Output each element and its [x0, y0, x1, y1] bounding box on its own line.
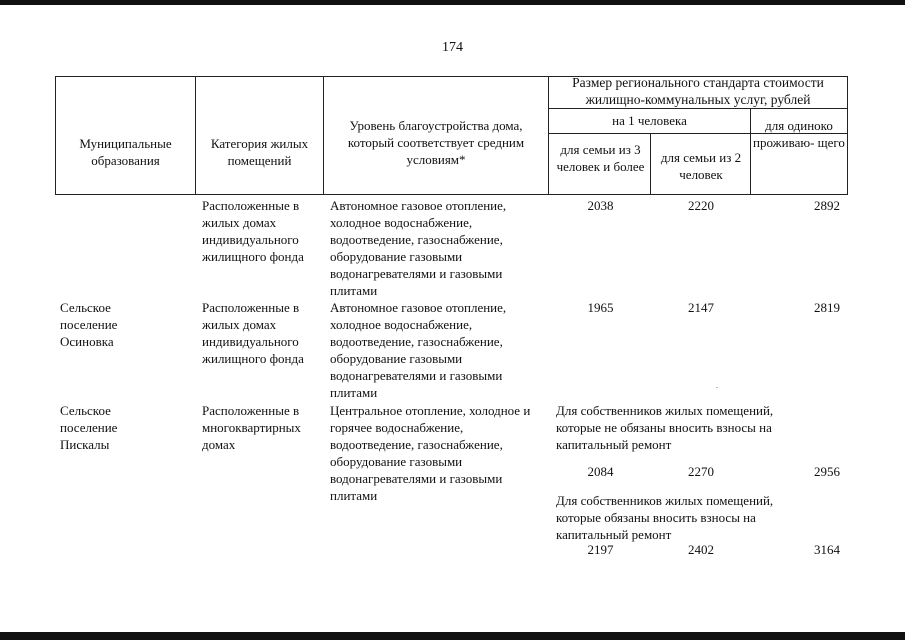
header-family-3: для семьи из 3 человек и более: [556, 142, 645, 174]
row1-single-value: 2892: [814, 198, 840, 213]
header-divider-2: [323, 76, 324, 195]
row2-single-value: 2819: [814, 300, 840, 315]
header-divider-4: [650, 133, 651, 195]
row2-family2-value: 2147: [688, 300, 714, 315]
page-number: 174: [442, 40, 463, 55]
row2-category: Расположенные в жилых домах индивидуального жилищного фонда: [202, 300, 304, 366]
header-family-2: для семьи из 2 человек: [660, 150, 742, 182]
row3-note-not-obliged: Для собственников жилых помещений, которые не обязаны вносить взносы на капитальный ремонт: [556, 403, 774, 452]
header-bottom-border: [55, 194, 847, 195]
header-standard-size: Размер регионального стандарта стоимости жилищно-коммунальных услуг, рублей: [572, 75, 824, 107]
header-divider-1: [195, 76, 196, 195]
header-category: Категория жилых помещений: [210, 136, 309, 168]
row3-level: Центральное отопление, холодное и горячее водоснабжение, водоотведение, газоснабжение, оборудование газовыми водонагревателями и газовыми плитами: [330, 403, 531, 503]
row3-obliged-family3-value: 2197: [587, 542, 614, 557]
scan-border-bottom: [0, 632, 905, 640]
row3-obliged-family2-value: 2402: [688, 542, 714, 557]
header-single: для одиноко проживаю- щего: [753, 118, 845, 150]
header-rule-standard: [548, 108, 847, 109]
row1-family3-value: 2038: [587, 198, 614, 213]
row3-obliged-single-value: 3164: [814, 542, 840, 557]
row3-not-obliged-single-value: 2956: [814, 464, 840, 479]
row3-note-obliged: Для собственников жилых помещений, которые обязаны вносить взносы на капитальный ремонт: [556, 493, 774, 542]
header-divider-5: [750, 108, 751, 195]
row1-level: Автономное газовое отопление, холодное водоснабжение, водоотведение, газоснабжение, оборудование газовыми водонагревателями и газовыми плитами: [330, 198, 507, 298]
row1-category: Расположенные в жилых домах индивидуального жилищного фонда: [202, 198, 304, 264]
header-divider-3: [548, 76, 549, 195]
row3-not-obliged-family2-value: 2270: [688, 464, 714, 479]
header-municipality: Муниципальные образования: [79, 136, 172, 168]
row3-municipality: Сельское поселение Пискалы: [60, 403, 118, 452]
row3-category: Расположенные в многоквартирных домах: [202, 403, 301, 452]
header-per-person: на 1 человека: [612, 113, 687, 128]
row1-family2-value: 2220: [688, 198, 714, 213]
row2-level: Автономное газовое отопление, холодное водоснабжение, водоотведение, газоснабжение, оборудование газовыми водонагревателями и газовыми плитами: [330, 300, 507, 400]
scan-speck: [716, 387, 718, 388]
row2-municipality: Сельское поселение Осиновка: [60, 300, 118, 349]
row2-family3-value: 1965: [587, 300, 614, 315]
header-border-left: [55, 76, 56, 195]
header-border-right: [847, 76, 848, 195]
scan-border-top: [0, 0, 905, 5]
row3-not-obliged-family3-value: 2084: [587, 464, 614, 479]
header-level: Уровень благоустройства дома, который соответствует средним условиям*: [347, 118, 525, 167]
